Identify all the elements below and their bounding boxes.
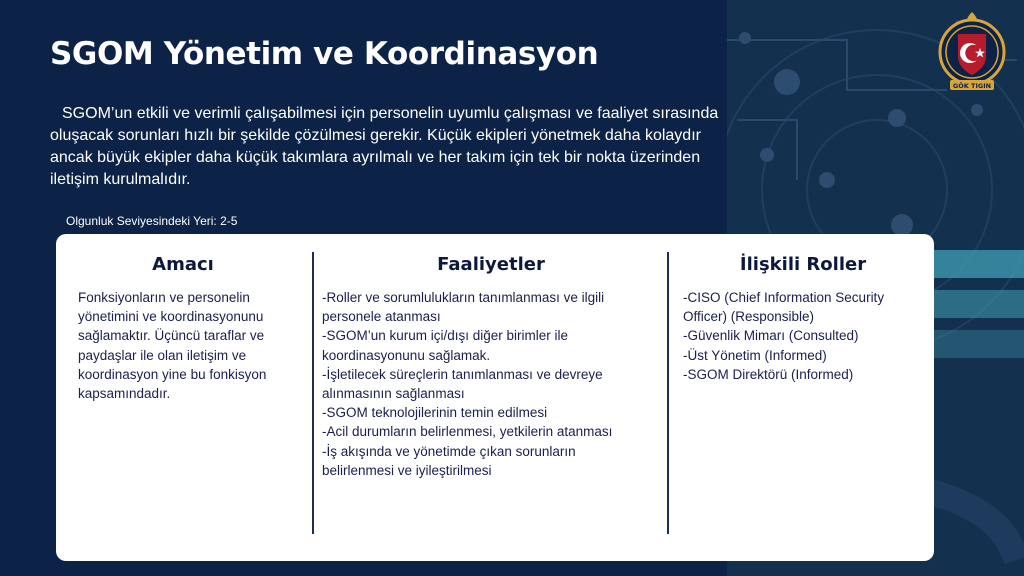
- roles-line: -CISO (Chief Information Security: [683, 290, 885, 305]
- crescent-star-emblem-icon: [936, 8, 1008, 94]
- activities-line: -Roller ve sorumlulukların tanımlanması ve ilgili: [322, 290, 605, 305]
- column-divider: [312, 252, 314, 534]
- maturity-level-label: Olgunluk Seviyesindeki Yeri: 2-5: [66, 214, 238, 228]
- activities-line: -Acil durumların belirlenmesi, yetkilerin atanması: [322, 424, 613, 440]
- activities-text: [322, 288, 660, 480]
- content-card: [56, 234, 934, 561]
- roles-line: -SGOM Direktörü (Informed): [683, 366, 854, 382]
- gok-tigin-logo: [936, 8, 1008, 94]
- roles-text: [683, 288, 923, 384]
- purpose-line: yönetimini ve koordinasyonunu: [78, 309, 264, 325]
- purpose-line: paydaşlar ile olan iletişim ve: [78, 347, 247, 363]
- purpose-heading: Amacı: [152, 254, 214, 275]
- roles-line: -Üst Yönetim (Informed): [683, 347, 827, 363]
- column-divider: [667, 252, 669, 534]
- purpose-line: koordinasyon yine bu fonkisyon: [78, 366, 267, 382]
- logo-text: GÖK TIGIN: [952, 82, 992, 90]
- purpose-line: sağlamaktır. Üçüncü taraflar ve: [78, 328, 265, 344]
- activities-line: -SGOM teknolojilerinin temin edilmesi: [322, 405, 548, 421]
- roles-line: -Güvenlik Mimarı (Consulted): [683, 328, 859, 344]
- activities-line: -İşletilecek süreçlerin tanımlanması ve devreye: [322, 366, 603, 382]
- roles-line: Officer) (Responsible): [683, 309, 815, 325]
- roles-heading: İlişkili Roller: [739, 254, 867, 275]
- activities-line: -İş akışında ve yönetimde çıkan sorunların: [322, 443, 576, 459]
- purpose-line: kapsamındadır.: [78, 386, 171, 402]
- page-title: SGOM Yönetim ve Koordinasyon: [50, 36, 599, 72]
- purpose-line: Fonksiyonların ve personelin: [78, 290, 250, 305]
- activities-heading: Faaliyetler: [437, 254, 545, 275]
- intro-paragraph: SGOM’un etkili ve verimli çalışabilmesi için personelin uyumlu çalışması ve faaliyet sırasında oluşacak sorunları hızlı bir şekilde çözülmesi gerekir. Küçük ekipleri yönetmek daha kolaydır ancak büyük ekipler daha küçük takımlara ayrılmalı ve her takım için tek bir nokta üzerinden iletişim kurulmalıdır.: [50, 105, 719, 188]
- activities-line: belirlenmesi ve iyileştirilmesi: [322, 462, 492, 478]
- activities-line: -SGOM’un kurum içi/dışı diğer birimler ile: [322, 328, 569, 344]
- activities-line: personele atanması: [322, 309, 441, 325]
- activities-line: koordinasyonunu sağlamak.: [322, 347, 491, 363]
- activities-line: alınmasının sağlanması: [322, 386, 465, 402]
- purpose-text: [78, 288, 288, 403]
